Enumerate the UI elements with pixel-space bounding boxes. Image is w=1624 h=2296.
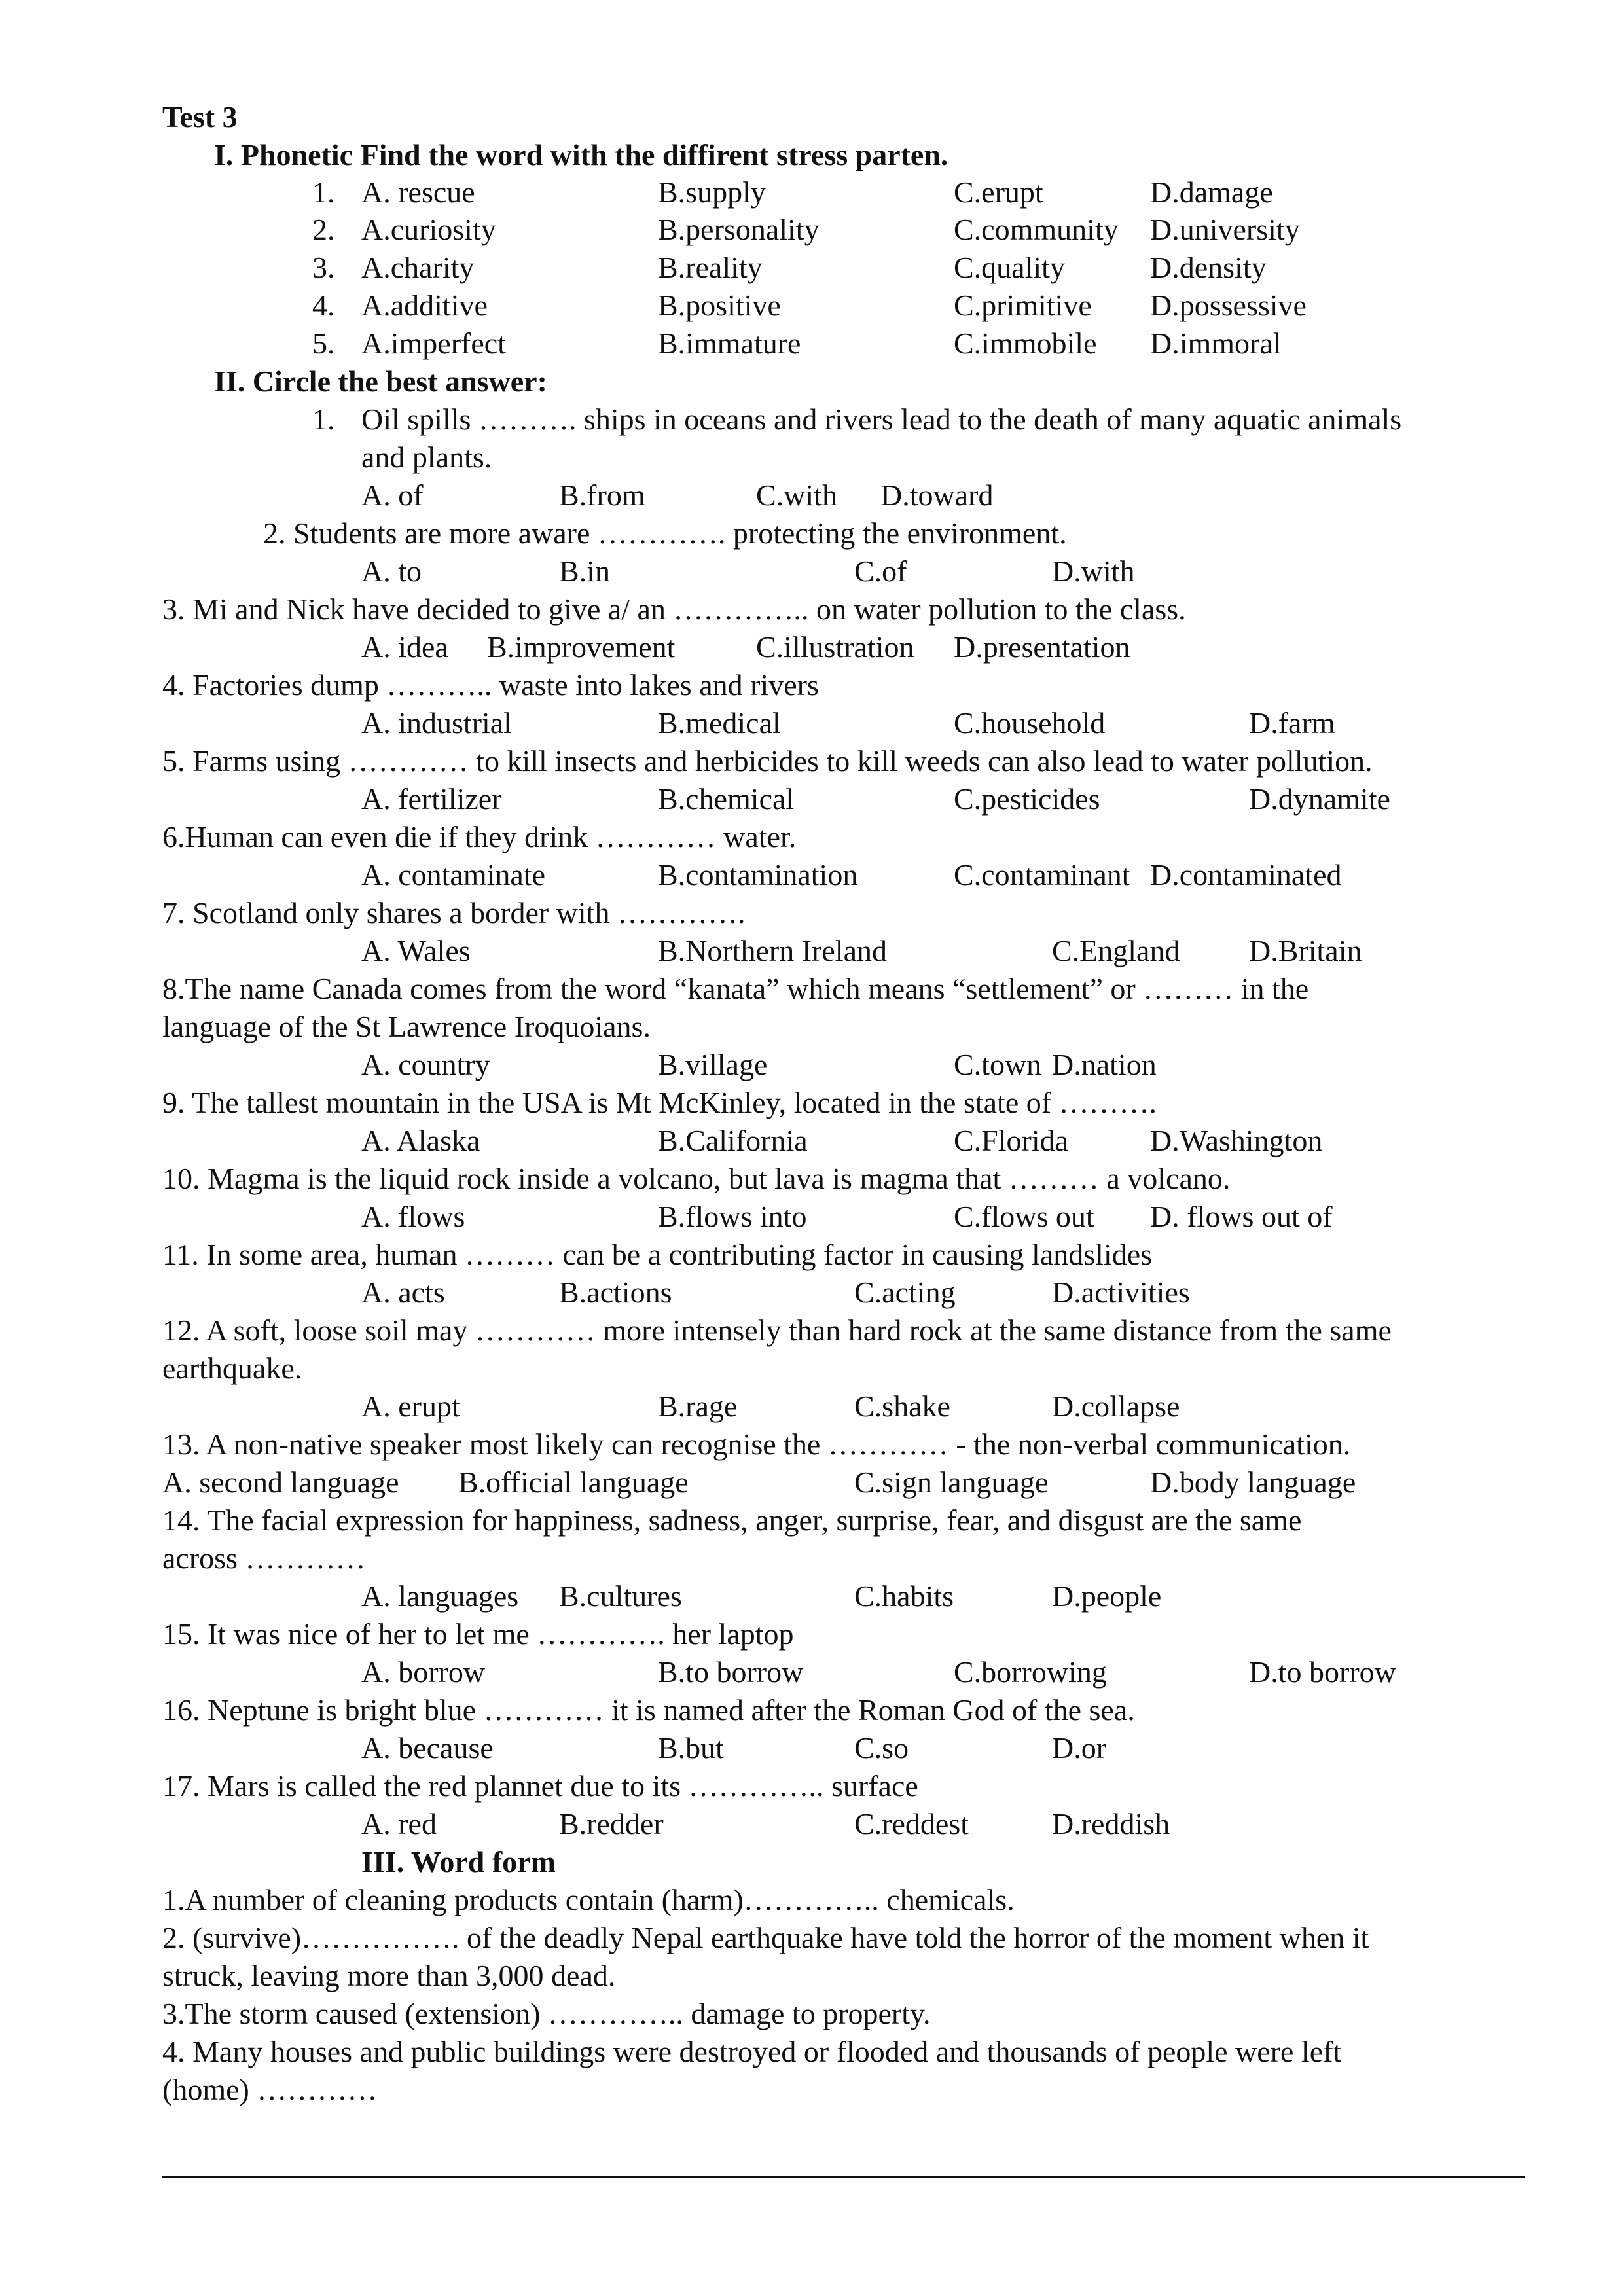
option-a: A.curiosity [361, 213, 496, 246]
option-d: D.nation [1052, 1048, 1157, 1081]
question-number: 1. [312, 403, 335, 436]
question-text: 16. Neptune is bright blue ………… it is named after the Roman God of the sea. [162, 1693, 1135, 1727]
option-b: B.medical [658, 706, 781, 740]
option-a: A. acts [361, 1276, 445, 1309]
item-number: 5. [312, 327, 335, 360]
option-c: C.habits [854, 1579, 954, 1613]
option-b: B.village [658, 1048, 768, 1081]
option-c: C.household [954, 706, 1106, 740]
section-2-heading: II. Circle the best answer: [214, 365, 547, 398]
option-c: C.erupt [954, 175, 1043, 209]
option-d: D.farm [1249, 706, 1335, 740]
word-form-item-continued: struck, leaving more than 3,000 dead. [162, 1959, 616, 1992]
option-c: C.illustration [756, 630, 914, 664]
option-c: C.contaminant [954, 858, 1130, 891]
option-c: C.sign language [854, 1465, 1049, 1499]
option-d: D.Britain [1249, 934, 1362, 967]
option-b: B.actions [559, 1276, 672, 1309]
item-number: 3. [312, 251, 335, 284]
question-text: 6.Human can even die if they drink ………… water. [162, 820, 797, 853]
option-a: A.imperfect [361, 327, 506, 360]
option-b: B.but [658, 1731, 724, 1765]
word-form-item: 3.The storm caused (extension) ………….. damage to property. [162, 1997, 931, 2030]
option-a: A. fertilizer [361, 782, 502, 816]
option-a: A. to [361, 554, 422, 588]
option-b: B.in [559, 554, 610, 588]
option-d: D.with [1052, 554, 1135, 588]
option-c: C.with [756, 478, 837, 512]
option-b: B.personality [658, 213, 820, 246]
option-c: C.acting [854, 1276, 956, 1309]
option-c: C.England [1052, 934, 1180, 967]
option-d: D.collapse [1052, 1390, 1180, 1423]
question-text: 14. The facial expression for happiness, sadness, anger, surprise, fear, and disgust are the same [162, 1503, 1302, 1537]
question-text: 8.The name Canada comes from the word “kanata” which means “settlement” or ……… in the [162, 972, 1309, 1005]
option-c: C.shake [854, 1390, 950, 1423]
option-b: B.contamination [658, 858, 858, 891]
option-a: A. rescue [361, 175, 475, 209]
option-d: D.body language [1150, 1465, 1356, 1499]
question-text: 12. A soft, loose soil may ………… more intensely than hard rock at the same distance from the same [162, 1314, 1392, 1347]
item-number: 1. [312, 175, 335, 209]
question-text: Oil spills ………. ships in oceans and rivers lead to the death of many aquatic animals [361, 403, 1402, 436]
option-d: D.possessive [1150, 289, 1307, 322]
option-a: A. contaminate [361, 858, 546, 891]
option-d: D.immoral [1150, 327, 1282, 360]
option-d: D.to borrow [1249, 1655, 1396, 1689]
option-a: A.charity [361, 251, 475, 284]
option-d: D.or [1052, 1731, 1107, 1765]
section-3-heading: III. Word form [361, 1845, 556, 1878]
option-d: D.Washington [1150, 1124, 1323, 1157]
option-b: B.immature [658, 327, 801, 360]
option-a: A. borrow [361, 1655, 486, 1689]
option-d: D.people [1052, 1579, 1162, 1613]
option-b: B.redder [559, 1807, 664, 1840]
option-b: B.positive [658, 289, 781, 322]
option-b: B.improvement [487, 630, 676, 664]
question-text-continued: language of the St Lawrence Iroquoians. [162, 1010, 651, 1043]
option-b: B.reality [658, 251, 763, 284]
option-d: D. flows out of [1150, 1200, 1333, 1233]
option-a: A. erupt [361, 1390, 460, 1423]
option-d: D.toward [880, 478, 994, 512]
question-text-continued: earthquake. [162, 1352, 302, 1385]
question-text: 17. Mars is called the red plannet due to its ………….. surface [162, 1769, 918, 1803]
option-d: D.university [1150, 213, 1300, 246]
question-text: 4. Factories dump ……….. waste into lakes and rivers [162, 668, 819, 702]
section-1-heading: I. Phonetic Find the word with the diffirent stress parten. [214, 138, 948, 171]
question-text: 10. Magma is the liquid rock inside a volcano, but lava is magma that ……… a volcano. [162, 1162, 1231, 1195]
option-c: C.Florida [954, 1124, 1069, 1157]
option-b: B.chemical [658, 782, 795, 816]
option-d: D.presentation [954, 630, 1130, 664]
question-text: 15. It was nice of her to let me …………. her laptop [162, 1617, 794, 1651]
option-a: A. Wales [361, 934, 471, 967]
option-a: A. Alaska [361, 1124, 480, 1157]
option-a: A. idea [361, 630, 448, 664]
question-text: 11. In some area, human ……… can be a contributing factor in causing landslides [162, 1238, 1153, 1271]
option-c: C.so [854, 1731, 909, 1765]
option-a: A. languages [361, 1579, 519, 1613]
item-number: 2. [312, 213, 335, 246]
option-a: A. second language [162, 1465, 399, 1499]
option-b: B.California [658, 1124, 808, 1157]
option-d: D.contaminated [1150, 858, 1342, 891]
option-d: D.density [1150, 251, 1267, 284]
question-text-continued: across ………… [162, 1541, 366, 1575]
option-b: B.cultures [559, 1579, 682, 1613]
option-c: C.community [954, 213, 1119, 246]
word-form-item: 1.A number of cleaning products contain (harm)………….. chemicals. [162, 1883, 1015, 1916]
option-c: C.flows out [954, 1200, 1094, 1233]
word-form-item: 2. (survive)……………. of the deadly Nepal earthquake have told the horror of the moment when it [162, 1921, 1369, 1954]
option-a: A. country [361, 1048, 490, 1081]
question-text: 9. The tallest mountain in the USA is Mt McKinley, located in the state of ………. [162, 1086, 1157, 1119]
footer-divider [162, 2176, 1525, 2178]
word-form-item-continued: (home) ………… [162, 2073, 378, 2106]
question-text: 7. Scotland only shares a border with …………. [162, 896, 746, 929]
option-c: C.immobile [954, 327, 1097, 360]
option-b: B.to borrow [658, 1655, 804, 1689]
option-c: C.of [854, 554, 907, 588]
option-c: C.pesticides [954, 782, 1100, 816]
option-a: A. red [361, 1807, 437, 1840]
question-text: 3. Mi and Nick have decided to give a/ an ………….. on water pollution to the class. [162, 592, 1186, 626]
option-b: B.flows into [658, 1200, 807, 1233]
question-text-continued: and plants. [361, 440, 492, 474]
test-title: Test 3 [162, 100, 238, 134]
option-c: C.borrowing [954, 1655, 1107, 1689]
word-form-item: 4. Many houses and public buildings were destroyed or flooded and thousands of people were left [162, 2035, 1342, 2068]
option-c: C.reddest [854, 1807, 969, 1840]
question-text: 13. A non-native speaker most likely can recognise the ………… - the non-verbal communication. [162, 1427, 1351, 1461]
option-c: C.town [954, 1048, 1042, 1081]
item-number: 4. [312, 289, 335, 322]
option-c: C.quality [954, 251, 1065, 284]
option-d: D.dynamite [1249, 782, 1390, 816]
option-c: C.primitive [954, 289, 1092, 322]
option-b: B.Northern Ireland [658, 934, 887, 967]
option-b: B.from [559, 478, 645, 512]
question-text: 5. Farms using ………… to kill insects and herbicides to kill weeds can also lead to water pollution. [162, 744, 1373, 778]
option-a: A. of [361, 478, 424, 512]
option-a: A. industrial [361, 706, 512, 740]
option-b: B.official language [458, 1465, 689, 1499]
option-a: A.additive [361, 289, 488, 322]
option-d: D.reddish [1052, 1807, 1170, 1840]
option-d: D.damage [1150, 175, 1273, 209]
option-b: B.supply [658, 175, 766, 209]
question-text: 2. Students are more aware …………. protecting the environment. [263, 516, 1067, 550]
option-b: B.rage [658, 1390, 738, 1423]
option-d: D.activities [1052, 1276, 1190, 1309]
option-a: A. flows [361, 1200, 465, 1233]
option-a: A. because [361, 1731, 494, 1765]
